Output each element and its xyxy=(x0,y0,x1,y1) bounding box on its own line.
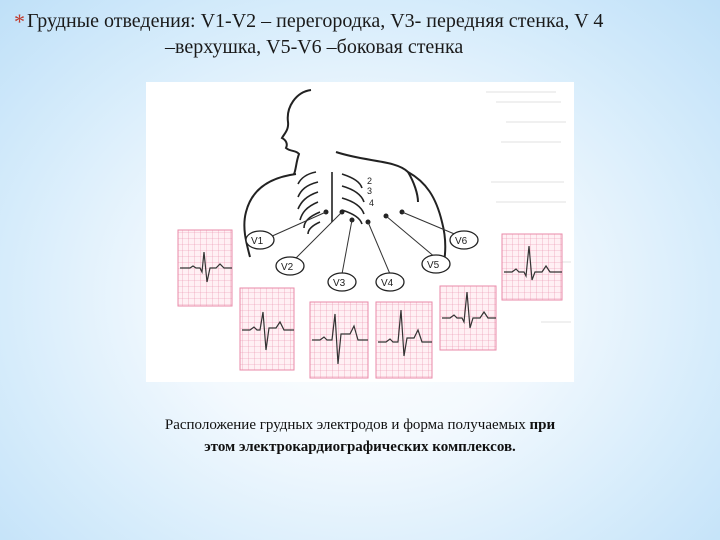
bullet-asterisk: * xyxy=(14,9,25,34)
lead-label-v1: V1 xyxy=(251,236,264,247)
chest-leads-figure xyxy=(146,82,574,382)
ecg-strip-v2 xyxy=(240,288,294,370)
heading-line2: –верхушка, V5-V6 –боковая стенка xyxy=(165,36,464,58)
lead-label-v3: V3 xyxy=(333,278,346,289)
caption-normal-text: Расположение грудных электродов и форма получаемых xyxy=(164,417,530,433)
ribcage xyxy=(298,172,364,234)
intercostal-number-3: 3 xyxy=(367,186,373,196)
electrode-dots xyxy=(324,210,405,225)
ecg-strip-v5 xyxy=(440,286,496,350)
lead-bubbles xyxy=(246,231,478,291)
lead-label-v2: V2 xyxy=(281,262,294,273)
torso-outline xyxy=(244,90,445,262)
intercostal-number-2: 2 xyxy=(367,176,373,186)
figure-caption xyxy=(60,414,660,458)
slide-heading xyxy=(14,8,720,35)
lead-label-v4: V4 xyxy=(381,278,394,289)
intercostal-number-4: 4 xyxy=(369,198,375,208)
ecg-strip-v1 xyxy=(178,230,232,306)
lead-label-v6: V6 xyxy=(455,236,468,247)
ecg-strip-v3 xyxy=(310,302,368,378)
caption-bold-text-1: при xyxy=(529,417,556,433)
lead-label-v5: V5 xyxy=(427,260,440,271)
heading-line1: Грудные отведения: V1-V2 – перегородка, V3- передняя стенка, V 4 xyxy=(27,10,604,32)
caption-bold-text-2: этом электрокардиографических комплексов. xyxy=(204,439,516,455)
ecg-strip-v6 xyxy=(502,234,562,300)
chest-leads-diagram xyxy=(146,82,574,382)
ecg-strip-v4 xyxy=(376,302,432,378)
